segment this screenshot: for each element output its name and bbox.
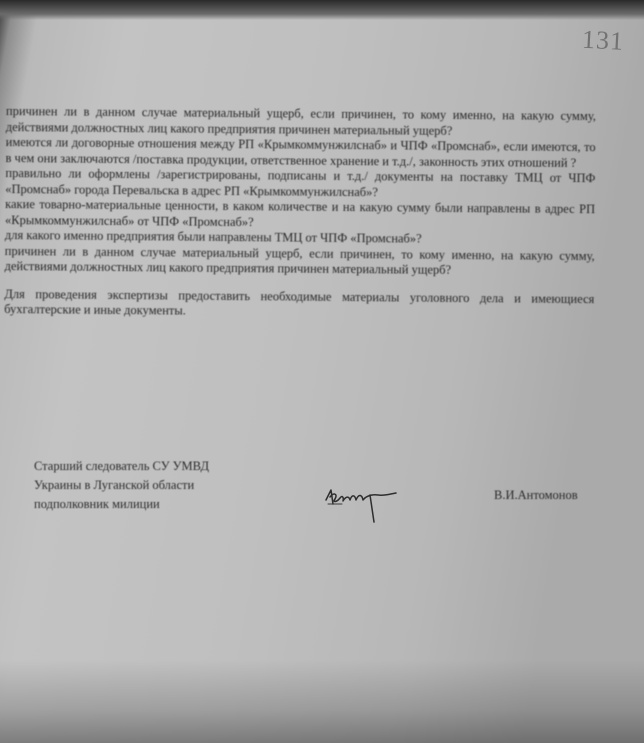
page-number: 131 <box>581 24 625 56</box>
signatory-title-line: Украины в Луганской области <box>34 478 195 492</box>
question-item: причинен ли в данном случае материальный ущерб, если причинен, то кому именно, на какую сумму, действиями должностных лиц какого предприятия причинен материальный ущерб? <box>5 104 596 138</box>
question-item: правильно ли оформлены /зарегистрированы, подписаны и т.д./ документы на поставку ТМЦ от ЧПФ «Промснаб» города Перевальска в адрес РП «Крымкоммунжилснаб»? <box>5 165 596 199</box>
signatory-title-line: Старший следователь СУ УМВД <box>34 459 210 473</box>
expert-questions-list <box>4 104 596 323</box>
handwritten-signature <box>322 480 412 536</box>
signatory-title-line: подполковник милиции <box>34 497 160 511</box>
signatory-name: В.И.Антомонов <box>494 488 578 502</box>
question-item: какие товарно-материальные ценности, в каком количестве и на какую сумму были направлены в адрес РП «Крымкоммунжилснаб» от ЧПФ «Промснаб»? <box>4 196 596 229</box>
question-item: для какого именно предприятия были направлены ТМЦ от ЧПФ «Промснаб»? <box>4 227 422 246</box>
question-item: имеются ли договорные отношения между РП «Крымкоммунжилснаб» и ЧПФ «Промснаб», если имеются, то в чем они заключаются /поставка продукции, ответственное хранение и т.д./, законность этих отношений ? <box>5 134 596 170</box>
question-item: причинен ли в данном случае материальный ущерб, если причинен, то кому именно, на какую сумму, действиями должностных лиц какого предприятия причинен материальный ущерб? <box>4 243 595 277</box>
materials-instruction: Для проведения экспертизы предоставить необходимые материалы уголовного дела и имеющиеся бухгалтерские и иные документы. <box>4 286 595 318</box>
signatory-title <box>34 457 294 514</box>
